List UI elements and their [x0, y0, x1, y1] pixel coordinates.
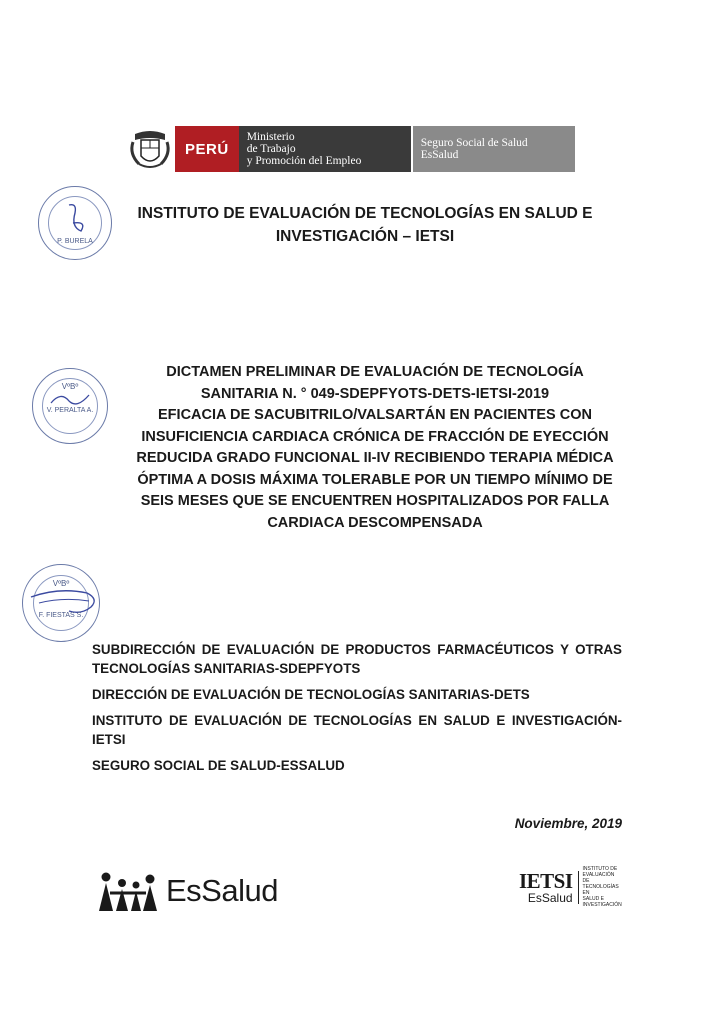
dictamen-title — [95, 362, 655, 534]
organizational-units — [92, 640, 622, 782]
ietsi-wordmark — [519, 868, 579, 905]
institute-title-line: INSTITUTO DE EVALUACIÓN DE TECNOLOGÍAS EN SALUD E — [137, 205, 593, 222]
dictamen-line: EFICACIA DE SACUBITRILO/VALSARTÁN EN PACIENTES CON — [158, 407, 592, 423]
ietsi-desc-line: SALUD E — [582, 896, 604, 902]
ietsi-small-text: EsSalud — [527, 890, 573, 905]
dictamen-line: SEIS MESES QUE SE ENCUENTREN HOSPITALIZADOS POR FALLA — [140, 493, 610, 509]
dictamen-line: SANITARIA N. ° 049-SDEPFYOTS-DETS-IETSI-2019 — [200, 385, 550, 402]
stamp-name: F. FIESTAS S. — [38, 612, 84, 619]
dictamen-line: ÓPTIMA A DOSIS MÁXIMA TOLERABLE POR UN TIEMPO MÍNIMO DE — [137, 471, 613, 488]
ietsi-description — [579, 866, 623, 908]
government-banner — [125, 126, 575, 172]
ministry-line: y Promoción del Empleo — [246, 155, 362, 167]
ministry-line: de Trabajo — [246, 143, 296, 155]
seguro-social-block — [411, 126, 575, 172]
dictamen-line: DICTAMEN PRELIMINAR DE EVALUACIÓN DE TECNOLOGÍA — [166, 364, 584, 380]
essalud-wordmark: EsSalud — [166, 873, 278, 908]
ietsi-logo — [519, 866, 623, 908]
ministry-block — [239, 126, 411, 172]
ietsi-big-text: IETSI — [519, 868, 573, 893]
unit-line: INSTITUTO DE EVALUACIÓN DE TECNOLOGÍAS EN SALUD E INVESTIGACIÓN-IETSI — [92, 713, 622, 747]
stamp-name: P. BURELA — [57, 238, 93, 245]
unit-line: SEGURO SOCIAL DE SALUD-ESSALUD — [92, 758, 345, 773]
seguro-line: EsSalud — [420, 149, 459, 161]
family-icon — [96, 869, 160, 913]
dictamen-line: REDUCIDA GRADO FUNCIONAL II-IV RECIBIENDO TERAPIA MÉDICA — [136, 450, 614, 466]
ietsi-desc-line: TECNOLOGÍAS EN — [582, 884, 619, 896]
coat-of-arms-icon — [125, 126, 175, 172]
signature-icon — [59, 201, 95, 239]
seguro-line: Seguro Social de Salud — [420, 137, 528, 149]
ietsi-desc-line: INVESTIGACIÓN — [582, 902, 622, 908]
unit-line: DIRECCIÓN DE EVALUACIÓN DE TECNOLOGÍAS SANITARIAS-DETS — [92, 687, 530, 702]
peru-label: PERÚ — [175, 126, 239, 172]
stamp-vb: VºBº — [61, 382, 79, 391]
document-date: Noviembre, 2019 — [514, 816, 622, 831]
ietsi-desc-line: INSTITUTO DE — [582, 866, 618, 872]
institute-title — [100, 202, 630, 248]
unit-line: SUBDIRECCIÓN DE EVALUACIÓN DE PRODUCTOS FARMACÉUTICOS Y OTRAS TECNOLOGÍAS SANITARIAS-SDEPFYOTS — [92, 642, 622, 676]
essalud-logo — [96, 866, 278, 916]
approval-stamp — [22, 564, 100, 642]
dictamen-line: INSUFICIENCIA CARDIACA CRÓNICA DE FRACCIÓN DE EYECCIÓN — [141, 428, 609, 445]
stamp-name: V. PERALTA A. — [46, 407, 94, 414]
dictamen-line: CARDIACA DESCOMPENSADA — [267, 514, 483, 531]
stamp-vb: VºBº — [52, 579, 70, 588]
ietsi-desc-line: EVALUACIÓN DE — [582, 872, 615, 884]
ministry-line: Ministerio — [246, 131, 295, 143]
institute-title-line: INVESTIGACIÓN – IETSI — [275, 228, 455, 245]
